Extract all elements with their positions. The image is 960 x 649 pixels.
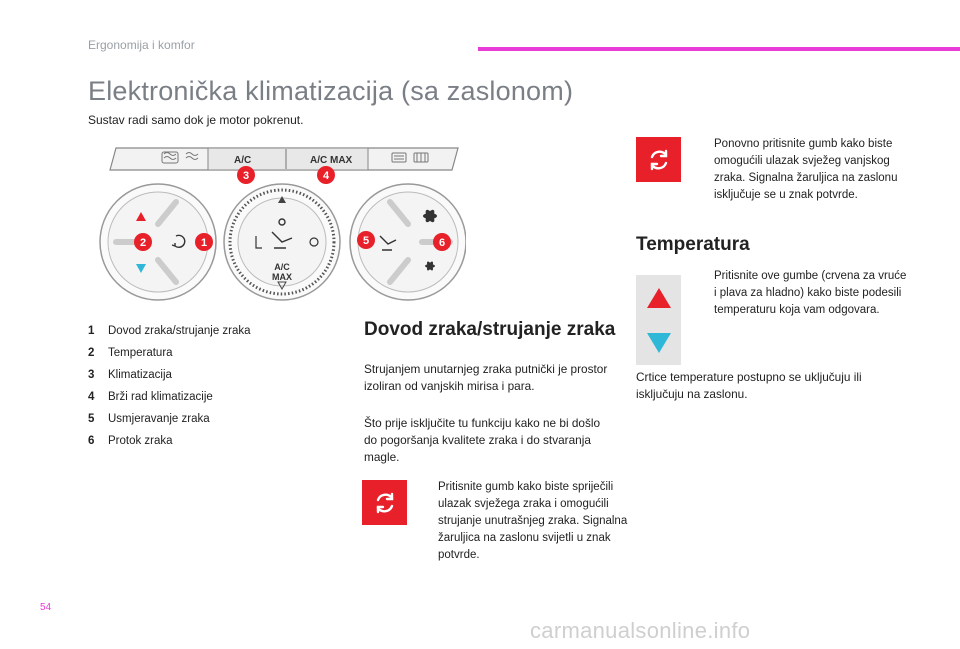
- dovod-bullet: Pritisnite gumb kako biste spriječili ulazak svježega zraka i omogućili strujanje unutrašnjeg zraka. Signalna žaruljica na zaslonu svijetli u znak potvrde.: [438, 481, 628, 561]
- legend-item: 6 Protok zraka: [88, 435, 173, 447]
- header-accent-bar: [478, 47, 960, 51]
- recirculation-icon: [372, 490, 398, 516]
- right-bullet-1: Ponovno pritisnite gumb kako biste omogućili ulazak svježeg vanjskog zraka. Signalna žaruljica na zaslonu isključuje se u znak potvrde.: [714, 138, 898, 201]
- triangle-up-red-icon: [646, 287, 672, 309]
- watermark: carmanualsonline.info: [530, 618, 751, 643]
- temperatura-paragraph: Crtice temperature postupno se uključuju ili isključuju na zaslonu.: [636, 370, 862, 401]
- callout-3-label: 3: [242, 170, 250, 182]
- callout-1-label: 1: [200, 237, 208, 249]
- page-title: Elektronička klimatizacija (sa zaslonom): [88, 76, 574, 106]
- legend-item: 4 Brži rad klimatizacije: [88, 391, 213, 403]
- temperatura-heading: Temperatura: [636, 234, 750, 255]
- center-max-label: MAX: [272, 272, 292, 282]
- dovod-paragraph-1: Strujanjem unutarnjeg zraka putnički je prostor izoliran od vanjskih mirisa i para.: [364, 362, 608, 393]
- center-knob: [224, 184, 340, 300]
- climate-panel-illustration: [96, 140, 466, 310]
- dovod-paragraph-2: Što prije isključite tu funkciju kako ne bi došlo do pogoršanja kvalitete zraka i do stvaranja magle.: [364, 416, 601, 464]
- acmax-button-label: A/C MAX: [310, 155, 353, 166]
- right-bullet-2: Pritisnite ove gumbe (crvena za vruće i plava za hladno) kako biste podesili temperaturu koja vam odgovara.: [714, 270, 907, 316]
- recirc-off-tile: [636, 137, 681, 182]
- legend-item: 3 Klimatizacija: [88, 369, 172, 381]
- callout-5-label: 5: [362, 235, 370, 247]
- triangle-down-blue-icon: [646, 332, 672, 354]
- temp-cold-tile: [636, 320, 681, 365]
- recirc-on-tile: [362, 480, 407, 525]
- callout-6-label: 6: [438, 237, 446, 249]
- callout-2-label: 2: [139, 237, 147, 249]
- callout-4-label: 4: [322, 170, 330, 182]
- page-number: 54: [40, 602, 52, 613]
- section-label: Ergonomija i komfor: [88, 38, 195, 52]
- legend-list: [88, 320, 348, 452]
- dovod-heading: Dovod zraka/strujanje zraka: [364, 319, 616, 340]
- ac-button-label: A/C: [234, 155, 252, 166]
- intro-text: Sustav radi samo dok je motor pokrenut.: [88, 113, 304, 127]
- legend-item: 5 Usmjeravanje zraka: [88, 413, 210, 425]
- recirculation-icon: [646, 147, 672, 173]
- temp-hot-tile: [636, 275, 681, 320]
- legend-item: 1 Dovod zraka/strujanje zraka: [88, 325, 251, 337]
- center-ac-label: A/C: [274, 262, 290, 272]
- legend-item: 2 Temperatura: [88, 347, 173, 359]
